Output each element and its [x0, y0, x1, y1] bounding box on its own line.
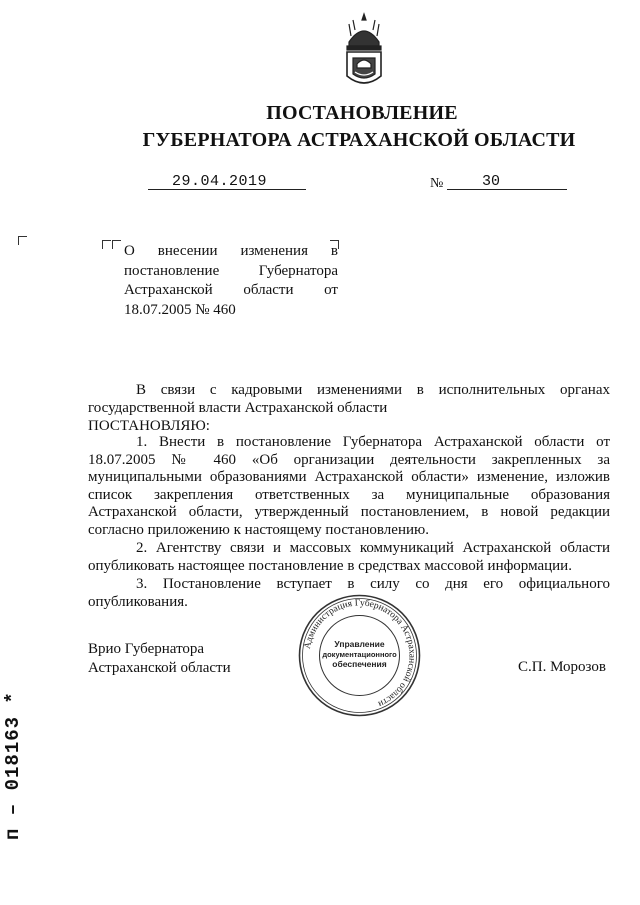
official-stamp	[297, 593, 422, 718]
corner-mark	[112, 240, 121, 249]
document-number: 30	[447, 173, 567, 190]
subject-heading: О внесении изменения в постановление Губернатора Астраханской области от 18.07.2005 № 460	[124, 243, 338, 318]
clause-3: 3. Постановление вступает в силу со дня его официального опубликования.	[88, 576, 610, 610]
stamp-center-line3: обеспечения	[332, 659, 387, 669]
resolve-heading: ПОСТАНОВЛЯЮ:	[88, 418, 210, 434]
stamp-center-line1: Управление	[334, 639, 385, 649]
clause-2: 2. Агентству связи и массовых коммуникаций Астраханской области опубликовать настоящее постановление в средствах массовой информации.	[88, 540, 610, 574]
corner-mark	[102, 240, 111, 249]
corner-mark	[18, 236, 27, 245]
registration-code-text: п – 018163 *	[2, 691, 24, 840]
coat-of-arms-icon	[335, 12, 393, 92]
number-label: №	[430, 176, 444, 191]
signatory-position	[88, 640, 231, 678]
stamp-ring-text: Администрация Губернатора Астраханской области	[302, 598, 417, 709]
intro-paragraph: В связи с кадровыми изменениями в исполнительных органах государственной власти Астраханской области	[88, 382, 610, 416]
issuer-title: ГУБЕРНАТОРА АСТРАХАНСКОЙ ОБЛАСТИ	[142, 129, 576, 151]
signatory-position-line1: Врио Губернатора	[88, 641, 205, 657]
stamp-center-line2: документационного	[322, 650, 397, 659]
clause-1: 1. Внести в постановление Губернатора Астраханской области от 18.07.2005 № 460 «Об организации деятельности закрепленных за муниципальными образованиями Астраханской области» изменение, изложив список закрепления ответственных за муниципальные образования Астраханской области, утвержденный постановлением, в новой редакции согласно приложению к настоящему постановлению.	[88, 434, 610, 538]
signatory-name: С.П. Морозов	[518, 659, 606, 675]
document-date: 29.04.2019	[148, 173, 306, 190]
document-type-title: ПОСТАНОВЛЕНИЕ	[266, 102, 458, 124]
registration-code	[0, 691, 28, 840]
signatory-position-line2: Астраханской области	[88, 660, 231, 676]
